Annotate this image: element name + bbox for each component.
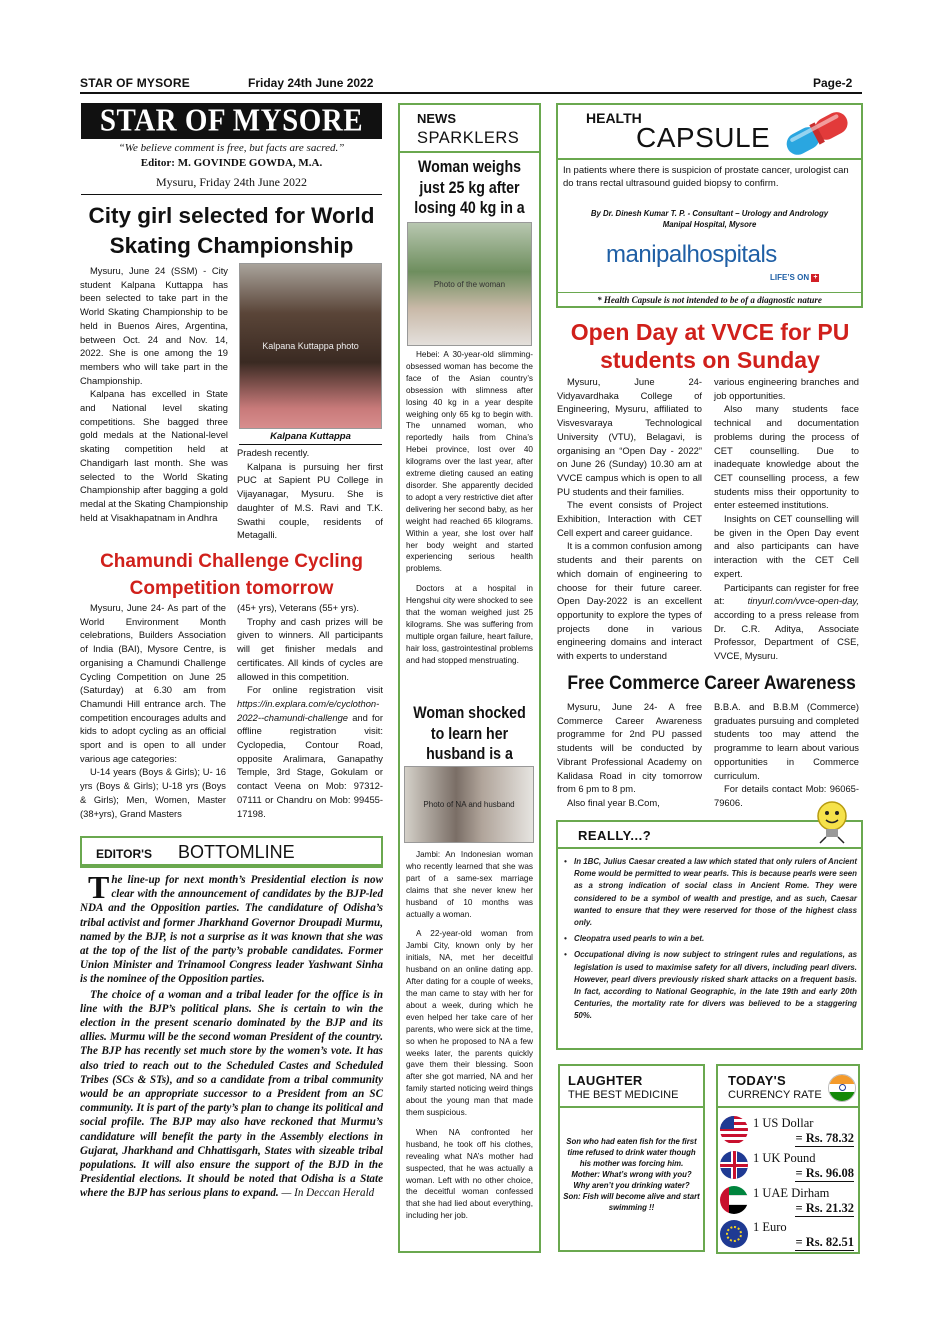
vvce-para-1: Mysuru, June 24- Vidyavardhaka College of Engineering, Mysuru, affiliated to Visvesvaraya Technological University (VTU), Belagavi, is organising an “Open Day - 2022” on June 26 (Sunday) 10.30 am at VVCE campus which is open to all PU students and their families.: [557, 376, 702, 497]
really-list: [564, 856, 857, 1023]
really-label: REALLY...?: [578, 828, 652, 843]
sparkler-headline-1: Woman weighs just 25 kg after losing 40 kg in a: [414, 158, 525, 217]
currency-name: 1 UK Pound: [753, 1151, 816, 1165]
currency-name: 1 UAE Dirham: [753, 1186, 830, 1200]
editorial-label-b: BOTTOMLINE: [178, 842, 295, 862]
vvce-para-7b: according to a press release from Dr. C.R. Aditya, Associate Professor, Department of CSE, VVCE, Mysuru.: [714, 608, 859, 662]
cycling-para-4: Trophy and cash prizes will be given to winners. All participants will get finisher medals and certificates. All kinds of cycles are allowed in this competition.: [237, 615, 383, 682]
health-byline-1: By Dr. Dinesh Kumar T. P. - Consultant – Urology and Andrology: [590, 209, 829, 218]
registration-link[interactable]: https://in.explara.com/e/cyclothon-2022--chamundi-challenge: [237, 697, 380, 723]
issue-date: Friday 24th June 2022: [248, 76, 374, 90]
laughter-joke: Son who had eaten fish for the first time refused to drink water though his mother was forcing him. Mother: What’s wrong with you? Why aren’t you drinking water? Son: Fish will become alive and start swimming !!: [563, 1137, 700, 1212]
vvce-para-4: various engineering branches and job opportunities.: [714, 376, 859, 401]
currency-rate: = Rs. 21.32: [795, 1201, 854, 1215]
health-label-a: HEALTH: [586, 110, 642, 126]
manipal-logo: manipalhospitals: [606, 241, 777, 268]
currency-rate: = Rs. 82.51: [795, 1235, 854, 1249]
sparkler-1-para-1: Hebei: A 30-year-old slimming-obsessed woman has become the face of the Asian country’s obsession with slimness after losing 40 kg in a year despite weighing only 65 kg to begin with. The unnamed woman, who reportedly hails from China’s Hebei province, lost over 40 kilograms over the last year, after extreme dieting caused an eating disorder. She apparently decided to adopt a very restrictive diet after delivering her second baby, as her weight had reached 65 kilograms. Within a year, she lost over half her body weight and started experiencing serious health problems.: [406, 350, 533, 574]
uae-flag-icon: [720, 1186, 748, 1214]
vvce-para-2: The event consists of Project Exhibition, Interaction with CET Cell expert and career guidance.: [557, 499, 702, 538]
currency-row-usd: [718, 1114, 858, 1148]
sparkler-photo-1-alt: Photo of the woman: [433, 279, 506, 289]
sparkler-2-para-2: A 22-year-old woman from Jambi City, known only by her initials, NA, met her deceitful husband on an online dating app. After dating for a couple of weeks, the man came to stay with her for about a week, during which he even helped her take care of her parents, who were sick at the time, so when he proposed to NA a few weeks later, the parents quickly gave them their blessing. Soon after she got married, NA and her family started noticing weird things about the young man that made them suspicious.: [406, 929, 533, 1118]
rule: [558, 158, 861, 160]
vvce-register-link[interactable]: tinyurl.com/vvce-open-day,: [747, 595, 859, 607]
currency-name: 1 Euro: [753, 1220, 787, 1234]
vvce-para-6: Insights on CET counselling will be given in the Open Day event and also participants can have interaction with the CET Cell expert.: [714, 513, 859, 579]
kalpana-photo-alt: Kalpana Kuttappa photo: [262, 341, 359, 351]
currency-label-a: TODAY'S: [728, 1073, 786, 1088]
vvce-para-7: [714, 581, 859, 663]
cycling-para-5b: and for offline registration visit: Cyclopedia, Contour Road, opposite Aralimara, Ganapathy Temple, 3rd Stage, Gokulam or contact Veena on Mob: 97312-07111 or Chandru on Mob: 99455-17198.: [237, 711, 383, 819]
skating-para-4: Kalpana is pursuing her first PUC at Sapient PU College in Vijayanagar, Mysuru. She is daughter of M.S. Ravi and T.K. Swathi couple, residents of Metagalli.: [237, 460, 383, 541]
news-label-b: SPARKLERS: [417, 129, 520, 147]
cycling-para-5: [237, 683, 383, 820]
vvce-para-7a: Participants can register for free at:: [714, 581, 859, 607]
skating-body-col2: [237, 446, 383, 542]
sparkler-article-2: [406, 849, 533, 1222]
kalpana-caption: Kalpana Kuttappa: [239, 431, 382, 445]
bullet-icon: •: [564, 857, 567, 866]
editorial-para-1-text: he line-up for next month’s Presidential election is now clear with the announcement of candidates by the BJP-led NDA and the Opposition parties. The candidature of Odisha’s tribal activist and former Jharkhand Governor Droupadi Murmu, named by the BJP, is not a surprise as it was known that she was at the top of the list of the party’s probable candidates. Former Union Minister and Trinamool Congress leader Yashwant Sinha is the nominee of the Opposition parties.: [80, 874, 383, 986]
vvce-para-3: It is a common confusion among students and their parents on which domain of engineering to choose for their future career. Open Day-2022 is an excellent opportunity to explore the types of projects done in various engineering domains and interact with experts to understand: [557, 540, 702, 662]
plus-icon: +: [813, 273, 818, 281]
commerce-para-2: Also final year B.Com,: [567, 796, 660, 808]
cycling-para-5a: For online registration visit: [247, 684, 383, 696]
kalpana-photo: [239, 263, 382, 429]
sparkler-photo-2-alt: Photo of NA and husband: [423, 800, 515, 809]
sparkler-1-para-2: Doctors at a hospital in Hengshui city were shocked to see that the woman weighed just 25 kilograms. She was suffering from multiple organ failure, heart failure, hair loss, gastrointestinal problems and had stopped menstruating.: [406, 584, 533, 665]
cycling-para-1: Mysuru, June 24- As part of the World Environment Month celebrations, Builders Association of India (BAI), Mysore Centre, is organising a Chamundi Challenge Cycling Competition on June 25 (Saturday) at 6.30 am from Chamundi Hill entrance arch. The competition encourages adults and kids to adopt cycling as an official sport and is open to all under various age categories:: [80, 602, 226, 764]
commerce-headline: Free Commerce Career Awareness: [567, 673, 856, 694]
cycling-para-3: (45+ yrs), Veterans (55+ yrs).: [237, 602, 359, 613]
bullet-icon: •: [564, 950, 567, 960]
eu-flag-icon: [720, 1220, 748, 1248]
editorial-label-a: EDITOR'S: [96, 847, 152, 861]
cycling-body-col2: [237, 601, 383, 820]
editorial-para-1: [80, 869, 383, 987]
commerce-para-3: B.B.A. and B.B.M (Commerce) graduates pursuing and completed students too may attend the programme to learn about various opportunities in Commerce curriculum.: [714, 701, 859, 781]
manipal-tagline: [770, 273, 819, 282]
commerce-body-col1: [557, 700, 702, 810]
motto: “We believe comment is free, but facts are sacred.”: [118, 142, 345, 154]
commerce-body-col2: [714, 700, 859, 810]
health-byline-2: Manipal Hospital, Mysore: [662, 220, 757, 229]
sparkler-2-para-3: When NA confronted her husband, he took off his clothes, revealing what NA’s mother had suspected, that he was actually a woman. Left with no other choice, the deceitful woman confessed that she had lied about everything, including her job.: [406, 1127, 533, 1221]
vvce-para-5: Also many students face technical and documentation problems during the process of CET counselling. Due to inadequate knowledge about the CET counselling process, a few students miss their opportunity to enter esteemed institutions.: [714, 403, 859, 511]
manipal-tagline-text: LIFE’S ON: [770, 273, 810, 282]
masthead-logo-text: STAR OF MYSORE: [99, 103, 364, 138]
india-flag-icon: [828, 1074, 856, 1102]
currency-row-gbp: [718, 1149, 858, 1183]
health-text: In patients where there is suspicion of prostate cancer, urologist can do trans rectal ultrasound guided biopsy to confirm.: [563, 165, 849, 189]
page-number: Page-2: [813, 76, 853, 90]
bulb-icon: [812, 798, 852, 844]
sparkler-headline-2: Woman shocked to learn her husband is a: [413, 704, 526, 763]
news-label-a: NEWS: [417, 111, 456, 126]
paper-name: STAR OF MYSORE: [80, 76, 190, 90]
really-item: [564, 949, 857, 1022]
editorial-label-box: [80, 836, 383, 866]
cycling-headline: Chamundi Challenge Cycling Competition tomorrow: [100, 551, 363, 599]
editorial-para-2: [80, 988, 383, 1201]
rule: [718, 1106, 858, 1108]
really-item-text: Cleopatra used pearls to win a bet.: [574, 934, 705, 944]
cycling-body-col1: [80, 601, 226, 820]
skating-body-col1: [80, 264, 228, 524]
health-disclaimer: * Health Capsule is not intended to be of a diagnostic nature: [597, 295, 822, 305]
editorial-body: [80, 869, 383, 1201]
rule: [81, 194, 382, 195]
skating-headline: City girl selected for World Skating Championship: [88, 203, 375, 258]
currency-label-b: CURRENCY RATE: [728, 1089, 822, 1101]
editorial-credit: — In Deccan Herald: [281, 1187, 375, 1200]
currency-rate: = Rs. 78.32: [795, 1131, 854, 1145]
commerce-para-1: Mysuru, June 24- A free Commerce Career Awareness programme for 2nd PU passed students will be conducted by Vibrant Professional Academy on Kalidasa Road in city tomorrow from 6 pm to 8 pm.: [557, 701, 702, 795]
bullet-icon: •: [564, 934, 567, 944]
really-item-text: Occupational diving is now subject to stringent rules and regulations, as legislation is used to maximise safety for all divers, including pearl divers. However, pearl divers previously risked shark attacks on a frequent basis. In fact, according to National Geographic, in the late 19th and early 20th Centuries, the mortality rate for divers was believed to be a staggering 50%.: [574, 950, 857, 1021]
vvce-body-col1: [557, 375, 702, 663]
editorial-green-line: [80, 866, 383, 868]
editor-line: Editor: M. GOVINDE GOWDA, M.A.: [140, 157, 323, 169]
header-rule: [80, 92, 862, 94]
rule: [400, 151, 539, 153]
masthead-logo: [81, 103, 382, 139]
currency-rate: = Rs. 96.08: [795, 1166, 854, 1180]
rule: [558, 847, 861, 849]
editorial-dropcap: T: [88, 869, 110, 905]
really-item: [564, 933, 857, 945]
really-item-text: In 1BC, Julius Caesar created a law which stated that only rulers of Ancient Rome would be permitted to wear pearls. This is because pearls were seen as a strong indication of social class in Ancient Rome. They were considered to be a symbol of wealth and prestige, and as such, Caesar wanted to ensure that they were reserved for those of the highest class only.: [574, 857, 857, 928]
laughter-label-a: LAUGHTER: [568, 1073, 643, 1088]
skating-para-2: Kalpana has excelled in State and National level skating competitions. She bagged three gold medals at the National-level skating competition held at Chandigarh last month. She was selected to the World Skating Championship after bagging a gold medal at the Skating Championship held at Visakhapatnam in Andhra: [80, 388, 229, 523]
rule: [558, 292, 861, 293]
us-flag-icon: [720, 1116, 748, 1144]
currency-row-aed: [718, 1184, 858, 1218]
health-label-b: CAPSULE: [636, 122, 771, 153]
rule: [560, 1106, 703, 1108]
cycling-para-2: U-14 years (Boys & Girls); U- 16 yrs (Boys & Girls); U-18 yrs (Boys & Girls); Men, Women, Master (38+yrs), Grand Masters: [80, 766, 226, 819]
vvce-body-col2: [714, 375, 859, 663]
uk-flag-icon: [720, 1151, 748, 1179]
pill-icon: [778, 110, 858, 156]
vvce-headline: Open Day at VVCE for PU students on Sunday: [570, 319, 850, 373]
really-item: [564, 856, 857, 929]
editorial-para-2-text: The choice of a woman and a tribal leader for the office is in line with the BJP’s political plans. She is certain to win the election in the present scenario dominated by the BJP and its allies. Murmu will be the second woman President of the country. The BJP has recently set much store by the women’s vote. It has also tried to reach out to the Scheduled Castes and Scheduled Tribes (SCs & STs), and so a candidate from a tribal community would be an appropriate successor to a President from an SC community. It is part of the party’s plan to change its political and social profile. The BJP may also have reckoned that Murmu’s candidature will benefit the party in the Assembly elections in Gujarat, Jharkhand and Chhattisgarh, States with sizeable tribal populations. It will also ensure the support of the BJD in the Presidential elections. It should be noted that Odisha is a State where the BJP has serious plans to expand.: [80, 988, 383, 1200]
skating-para-1: Mysuru, June 24 (SSM) - City student Kalpana Kuttappa has been selected to take part in the World Skating Championship to be held in Buenos Aires, Argentina, between Oct. 24 and Nov. 14, 2022. She is one among the 19 members who will take part in the Championship.: [80, 265, 228, 386]
sparkler-2-para-1: Jambi: An Indonesian woman who recently learned that she was part of a same-sex marriage claims that she never knew her husband of 10 months was actually a woman.: [406, 850, 533, 919]
currency-row-eur: [718, 1218, 858, 1252]
sparkler-photo-1: [407, 222, 532, 346]
currency-name: 1 US Dollar: [753, 1116, 814, 1130]
sparkler-article-1: [406, 349, 533, 667]
sparkler-photo-2: [404, 766, 534, 843]
dateline: Mysuru, Friday 24th June 2022: [156, 175, 307, 189]
commerce-para-4: For details contact Mob: 96065-79606.: [714, 783, 859, 808]
laughter-label-b: THE BEST MEDICINE: [568, 1089, 679, 1101]
skating-para-3: Pradesh recently.: [237, 447, 310, 458]
